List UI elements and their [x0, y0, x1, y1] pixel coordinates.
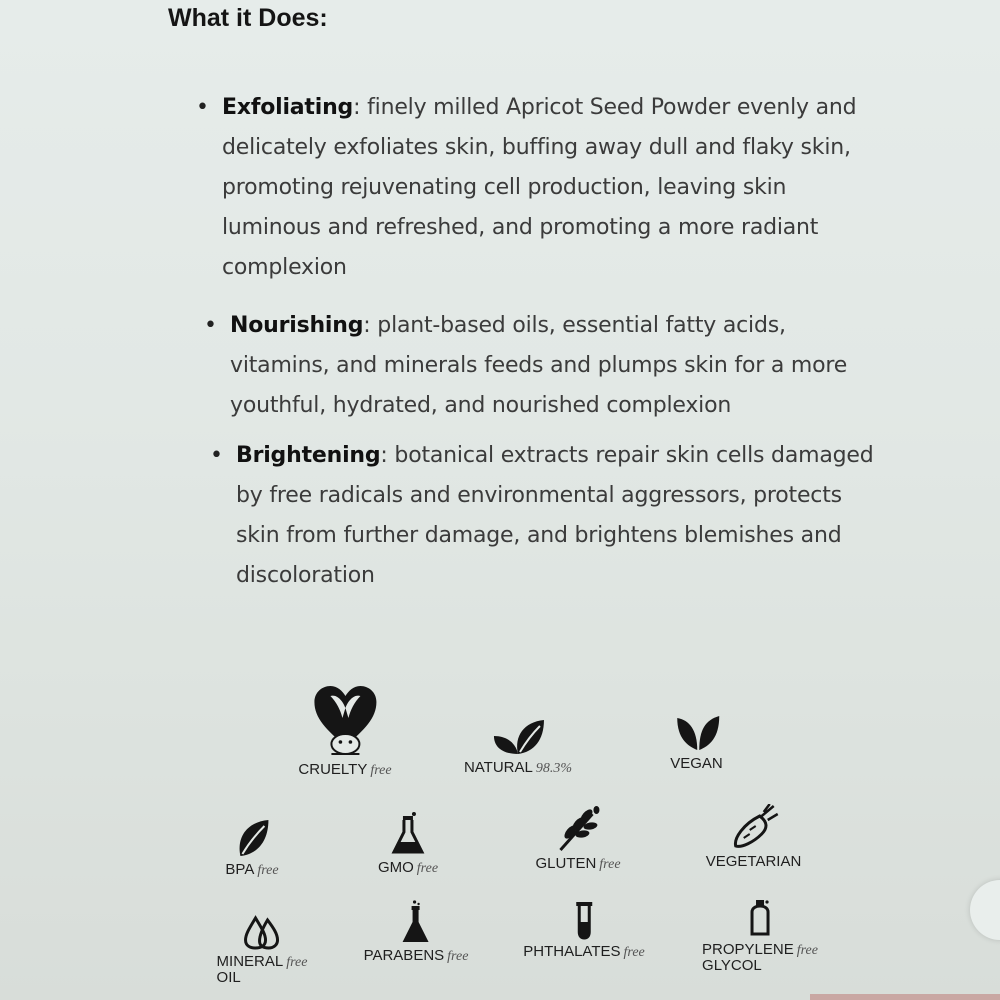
bunny-heart-icon: [312, 684, 378, 758]
feature-description: : finely milled Apricot Seed Powder evenly and delicately exfoliates skin, buffing away dull and flaky skin, promoting rejuvenating cell production, leaving skin luminous and refreshed, and promoting a more radiant complexion: [222, 95, 857, 280]
badge-propylene-glycol-free: [702, 898, 818, 974]
bottle-icon: [748, 898, 772, 938]
badge-vegetarian: [706, 804, 805, 871]
badge-mineral-oil-free: [217, 914, 308, 986]
bullet: •: [204, 313, 217, 338]
badge-label: NATURAL: [463, 759, 533, 776]
badge-gluten-free: [535, 806, 620, 873]
badge-cruelty-free: [298, 684, 391, 779]
badge-suffix: free: [416, 861, 439, 876]
feature-title: Nourishing: [230, 313, 364, 338]
flask-icon: [390, 812, 426, 856]
badge-label: GLUTEN: [535, 855, 597, 872]
badge-gmo-free: [378, 812, 438, 877]
feature-description: : plant-based oils, essential fatty acids, vitamins, and minerals feeds and plumps skin for a more youthful, hydrated, and nourished complexion: [230, 313, 848, 418]
badge-suffix: free: [623, 945, 645, 960]
feature-item-exfoliating: [196, 88, 872, 288]
badge-parabens-free: [364, 900, 469, 965]
feature-item-nourishing: [204, 306, 880, 426]
feature-title: Exfoliating: [222, 95, 354, 120]
badge-label: VEGETARIAN: [705, 853, 802, 870]
badge-label-line1: MINERAL: [216, 953, 284, 970]
badge-suffix: free: [599, 857, 621, 872]
section-heading: What it Does:: [168, 4, 328, 32]
beaker-icon: [401, 900, 431, 944]
floating-action-button[interactable]: [970, 880, 1000, 940]
badge-label: GMO: [377, 859, 414, 876]
bullet: •: [196, 95, 209, 120]
badge-suffix: free: [796, 943, 818, 958]
badge-label: BPA: [225, 861, 255, 878]
badge-suffix: 98.3%: [535, 761, 573, 776]
drops-icon: [242, 914, 282, 950]
badge-bpa-free: [225, 818, 278, 879]
leaves-icon: [488, 716, 548, 756]
badge-label-line2: OIL: [216, 969, 241, 986]
bottom-strip: [810, 994, 1000, 1000]
vegan-leaves-icon: [673, 712, 723, 752]
test-tube-icon: [574, 900, 594, 940]
carrot-icon: [730, 804, 780, 850]
badge-label: PHTHALATES: [523, 943, 621, 960]
badge-label: VEGAN: [670, 755, 723, 772]
badge-suffix: free: [447, 949, 469, 964]
bullet: •: [210, 443, 223, 468]
badge-natural: [464, 716, 572, 777]
feature-title: Brightening: [236, 443, 381, 468]
badge-label: PARABENS: [363, 947, 445, 964]
badge-suffix: free: [257, 863, 279, 878]
badge-suffix: free: [370, 763, 392, 778]
badge-vegan: [670, 712, 726, 773]
badge-label: CRUELTY: [298, 761, 368, 778]
feature-description: : botanical extracts repair skin cells damaged by free radicals and environmental aggressors, protects skin from further damage, and brightens blemishes and discoloration: [236, 443, 874, 588]
wheat-icon: [556, 806, 600, 852]
badge-suffix: free: [286, 955, 308, 970]
feature-item-brightening: [210, 436, 886, 596]
badge-label-line1: PROPYLENE: [702, 941, 794, 958]
badge-phthalates-free: [523, 900, 645, 961]
badge-label-line2: GLYCOL: [702, 957, 762, 974]
leaf-icon: [234, 818, 270, 858]
